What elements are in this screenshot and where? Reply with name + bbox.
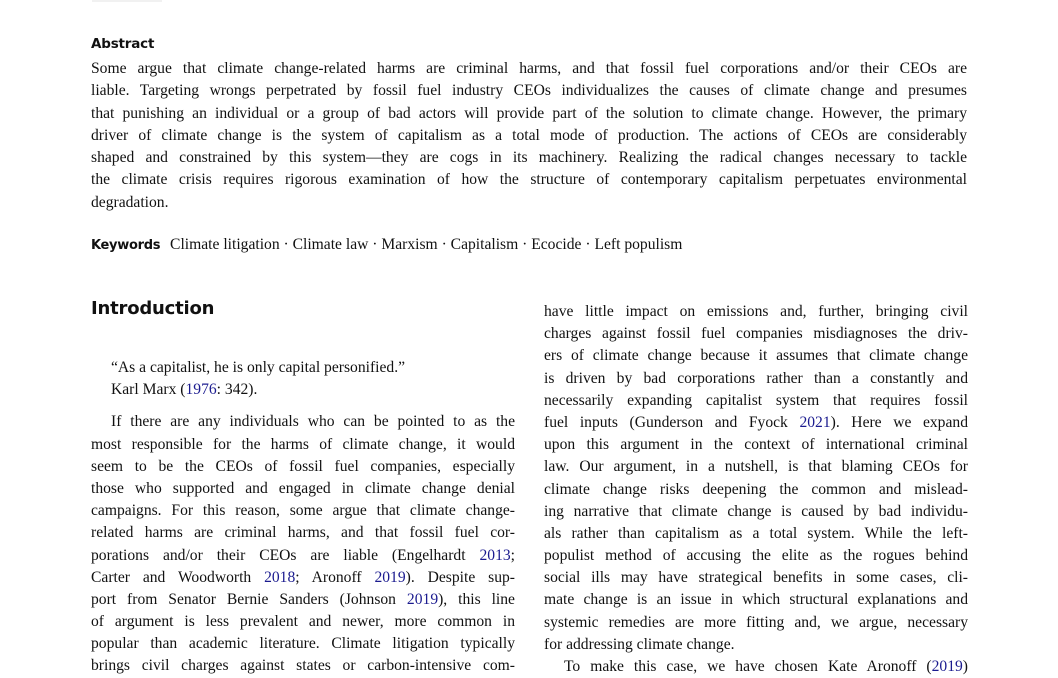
text-run: is driven by bad corporations rather than a constantly and (544, 369, 968, 387)
text-line (544, 523, 968, 545)
epigraph-attribution (111, 379, 515, 401)
section-heading-introduction: Introduction (91, 298, 215, 319)
text-run: ; (510, 546, 515, 564)
text-run: of argument is less prevalent and newer, more common in (91, 613, 515, 631)
left-column-paragraph (91, 411, 515, 677)
text-run: related harms are criminal harms, and that fossil fuel cor- (91, 524, 515, 542)
text-run: popular than academic literature. Climate litigation typically (91, 635, 515, 653)
text-line (91, 611, 515, 633)
text-run: ; Aronoff (295, 568, 375, 586)
text-run: upon this argument in the context of international criminal (544, 436, 968, 454)
text-run: ) (962, 658, 968, 675)
text-line (91, 655, 515, 677)
text-line (544, 323, 968, 345)
text-run: law. Our argument, in a nutshell, is that blaming CEOs for (544, 458, 968, 476)
citation-link[interactable]: 2019 (931, 658, 963, 675)
text-run: climate change risks deepening the common and mislead- (544, 480, 968, 498)
text-line (91, 456, 515, 478)
text-line (544, 434, 968, 456)
text-run: porations and/or their CEOs are liable (Engelhardt (91, 546, 480, 564)
epigraph-quote: “As a capitalist, he is only capital personified.” (111, 359, 406, 376)
text-run: brings civil charges against states or carbon-intensive com- (91, 657, 515, 675)
text-run: fuel inputs (Gunderson and Fyock (544, 413, 800, 431)
text-run: mate change is an issue in which structural explanations and (544, 591, 968, 609)
text-line (544, 456, 968, 478)
text-run: ing narrative that climate change is caused by bad individu- (544, 502, 968, 520)
text-run: have little impact on emissions and, further, bringing civil (544, 303, 968, 320)
keywords (91, 234, 682, 257)
text-run: most responsible for the harms of climate change, it would (91, 435, 515, 453)
text-line (544, 545, 968, 567)
citation-link[interactable]: 1976 (185, 381, 217, 399)
keywords-label: Keywords (91, 238, 161, 253)
text-run: charges against fossil fuel companies misdiagnoses the driv- (544, 325, 968, 343)
citation-link[interactable]: 2013 (479, 546, 511, 564)
text-line (544, 345, 968, 367)
text-line (544, 301, 968, 323)
right-column (544, 301, 968, 678)
abstract-line: degradation. (91, 193, 169, 211)
text-line (91, 522, 515, 544)
text-line (544, 390, 968, 412)
abstract-line: driver of climate change is the system of capitalism as a total mode of production. The actions of CEOs are considerably (91, 126, 967, 144)
text-line (91, 633, 515, 655)
text-run: for addressing climate change. (544, 635, 735, 653)
left-column (91, 357, 515, 678)
text-line (544, 634, 968, 656)
text-run: If there are any individuals who can be pointed to as the (111, 413, 515, 431)
text-line (544, 589, 968, 611)
abstract-body (91, 58, 967, 214)
text-line (544, 479, 968, 501)
text-line (91, 567, 515, 589)
abstract-line: Some argue that climate change-related harms are criminal harms, and that fossil fuel corporations and/or their CEOs are (91, 60, 967, 77)
text-line (544, 368, 968, 390)
keywords-list: Climate litigation · Climate law · Marxism · Capitalism · Ecocide · Left populism (170, 236, 683, 253)
right-column-paragraph (544, 301, 968, 678)
text-run: populist method of accusing the elite as the rogues behind (544, 547, 968, 565)
text-line (91, 411, 515, 433)
text-line (544, 612, 968, 634)
text-line (544, 501, 968, 523)
cut-off-header-fragment (92, 0, 162, 2)
citation-link[interactable]: 2021 (799, 413, 831, 431)
text-run: ), this line (438, 590, 515, 608)
citation-link[interactable]: 2018 (264, 568, 296, 586)
citation-link[interactable]: 2019 (374, 568, 406, 586)
text-line (91, 545, 515, 567)
text-run: Carter and Woodworth (91, 568, 265, 586)
text-run: seem to be the CEOs of fossil fuel companies, especially (91, 457, 515, 475)
text-run: ers of climate change because it assumes that climate change (544, 347, 968, 365)
text-line (544, 567, 968, 589)
text-line (544, 412, 968, 434)
text-run: social ills may have strategical benefits in some cases, cli- (544, 569, 968, 587)
citation-link[interactable]: 2019 (406, 590, 439, 608)
text-run: To make this case, we have chosen Kate Aronoff ( (564, 658, 932, 675)
attribution-text: Karl Marx ( (111, 381, 186, 399)
text-run: campaigns. For this reason, some argue that climate change- (91, 502, 515, 520)
attribution-text: : 342). (216, 381, 258, 399)
abstract-line: the climate crisis requires rigorous examination of how the structure of contemporary capitalism perpetuates environmental (91, 171, 967, 189)
text-run: systemic remedies are more fitting and, we argue, necessary (544, 613, 968, 631)
spacer (91, 401, 515, 411)
abstract-heading: Abstract (91, 36, 155, 52)
text-line (91, 500, 515, 522)
abstract-line: that punishing an individual or a group of bad actors will provide part of the solution to climate change. However, the primary (91, 104, 967, 122)
text-run: port from Senator Bernie Sanders (Johnson (91, 590, 407, 608)
text-run: necessarily expanding capitalist system that requires fossil (544, 391, 968, 409)
text-run: ). Despite sup- (405, 568, 515, 586)
abstract-line: shaped and constrained by this system—they are cogs in its machinery. Realizing the radical changes necessary to tackle (91, 149, 967, 167)
text-line (91, 478, 515, 500)
abstract-line: liable. Targeting wrongs perpetrated by fossil fuel industry CEOs individualizes the causes of climate change and presumes (91, 82, 967, 100)
text-line (91, 589, 515, 611)
text-run: ). Here we expand (830, 413, 968, 431)
text-run: those who supported and engaged in climate change denial (91, 479, 515, 497)
text-run: als rather than capitalism as a total system. While the left- (544, 524, 968, 542)
epigraph (91, 357, 515, 401)
text-line (91, 434, 515, 456)
